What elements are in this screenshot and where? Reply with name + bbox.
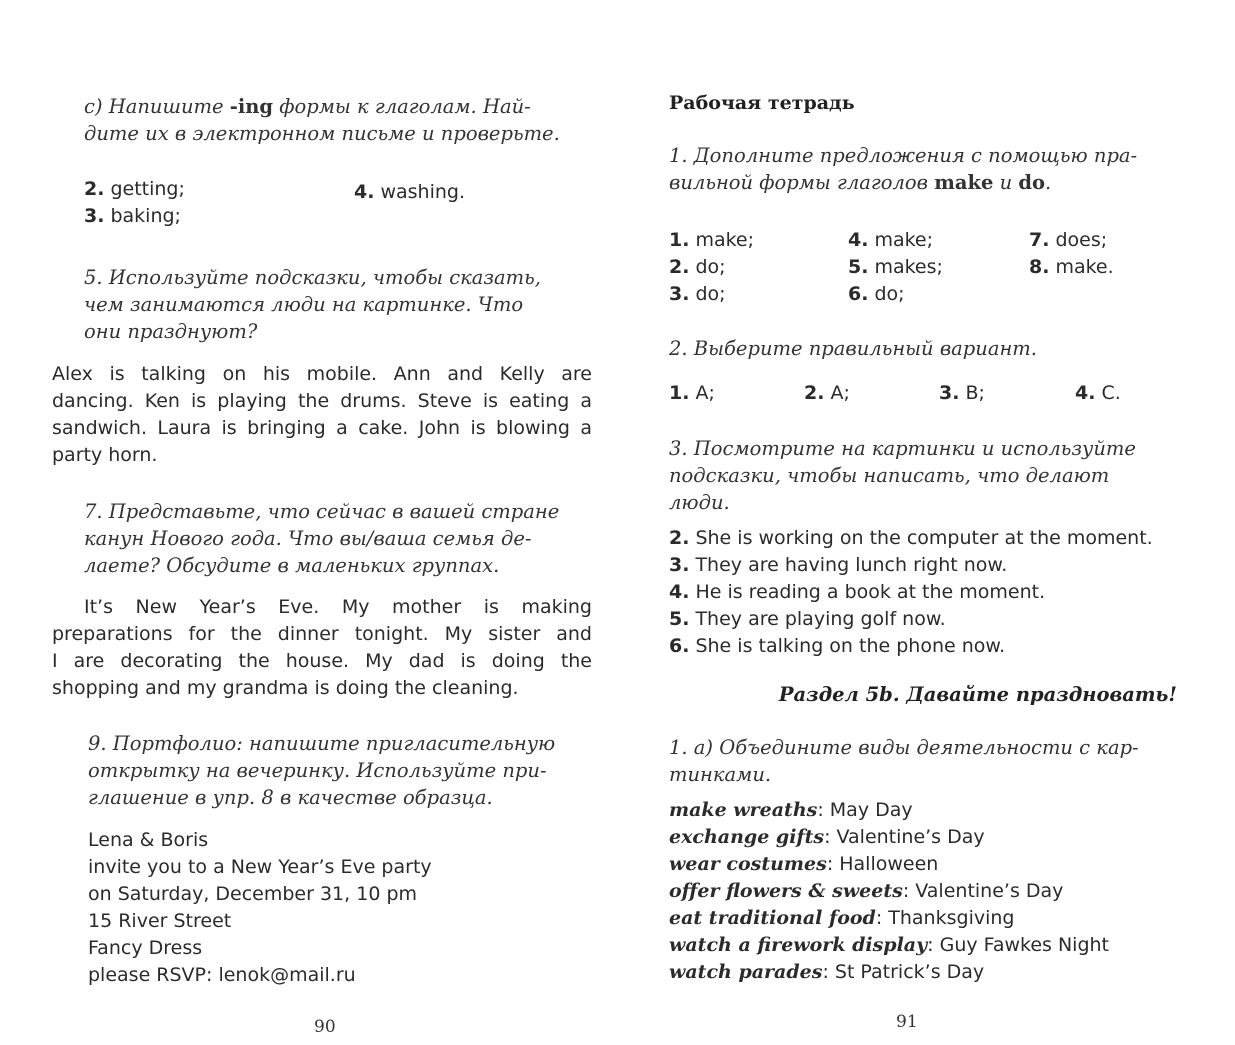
activity-item: make wreaths: May Day <box>669 799 913 821</box>
answers-1-col3: 7. does; 8. make. <box>1029 229 1114 278</box>
activity-item: eat traditional food: Thanksgiving <box>669 907 1015 929</box>
answer-2-1: 1. A; <box>669 382 715 404</box>
task-7: 7. Представьте, что сейчас в вашей стране канун Нового года. Что вы/ваша семья де- лаете? Обсудите в маленьких группах. <box>84 500 560 577</box>
activity-item: watch a firework display: Guy Fawkes Night <box>669 934 1110 956</box>
answer-5: Alex is talking on his mobile. Ann and Kelly are dancing. Ken is playing the drums. Steve is eating a sandwich. Laura is bringing a cake. John is blowing a party horn. <box>52 363 592 466</box>
page-number: 90 <box>314 1017 336 1037</box>
answer-2-3: 3. B; <box>939 382 985 404</box>
task-3: 3. Посмотрите на картинки и используйте подсказки, чтобы написать, что делают люди. <box>669 437 1136 514</box>
task-9: 9. Портфолио: напишите пригласительную открытку на вечеринку. Используйте при- глашение в упр. 8 в качестве образца. <box>88 732 556 809</box>
activity-item: offer flowers & sweets: Valentine’s Day <box>669 880 1064 902</box>
answers-1-col1: 1. make; 2. do; 3. do; <box>669 229 755 305</box>
activity-item: wear costumes: Halloween <box>669 853 939 875</box>
answer-2-4: 4. C. <box>1075 382 1121 404</box>
task-c-bold: -ing <box>229 95 274 118</box>
left-page <box>0 0 617 1045</box>
answer-c-2: 2. getting; <box>84 178 185 200</box>
answer-2-2: 2. A; <box>804 382 850 404</box>
task-c-prefix: c) Напишите <box>84 95 230 118</box>
task-c-line1-rest: формы к глаголам. Най- <box>273 95 531 118</box>
task-c <box>84 93 560 147</box>
answers-1-col2: 4. make; 5. makes; 6. do; <box>848 229 943 305</box>
invitation: Lena & Boris invite you to a New Year’s Eve party on Saturday, December 31, 10 pm 15 River Street Fancy Dress please RSVP: lenok@mail.ru <box>88 829 432 986</box>
task-c-line2: дите их в электронном письме и проверьте. <box>84 122 560 145</box>
page-heading: Рабочая тетрадь <box>669 92 855 114</box>
page-number: 91 <box>896 1012 918 1032</box>
task-2: 2. Выберите правильный вариант. <box>669 337 1037 360</box>
answer-c-3: 3. baking; <box>84 205 181 227</box>
verb-do: do <box>1018 171 1046 194</box>
activity-item: exchange gifts: Valentine’s Day <box>669 826 985 848</box>
activities-list <box>669 797 1109 986</box>
answer-7: It’s New Year’s Eve. My mother is making preparations for the dinner tonight. My sister and I are decorating the house. My dad is doing the shopping and my grandma is doing the cleaning. <box>52 596 592 699</box>
right-page <box>618 0 1235 1045</box>
section-heading: Раздел 5b. Давайте праздновать! <box>778 683 1177 706</box>
answers-3: 2. She is working on the computer at the moment. 3. They are having lunch right now. 4. He is reading a book at the moment. 5. They are playing golf now. 6. She is talking on the phone now. <box>669 527 1153 657</box>
activity-item: watch parades: St Patrick’s Day <box>669 961 985 983</box>
task-1a: 1. a) Объедините виды деятельности с кар- тинками. <box>669 736 1139 786</box>
answer-c-4: 4. washing. <box>354 181 465 203</box>
task-5: 5. Используйте подсказки, чтобы сказать, чем занимаются люди на картинке. Что они празднуют? <box>84 266 541 343</box>
verb-make: make <box>934 171 994 194</box>
task-1: 1. Дополните предложения с помощью пра- вильной формы глаголов make и do. <box>669 144 1138 194</box>
